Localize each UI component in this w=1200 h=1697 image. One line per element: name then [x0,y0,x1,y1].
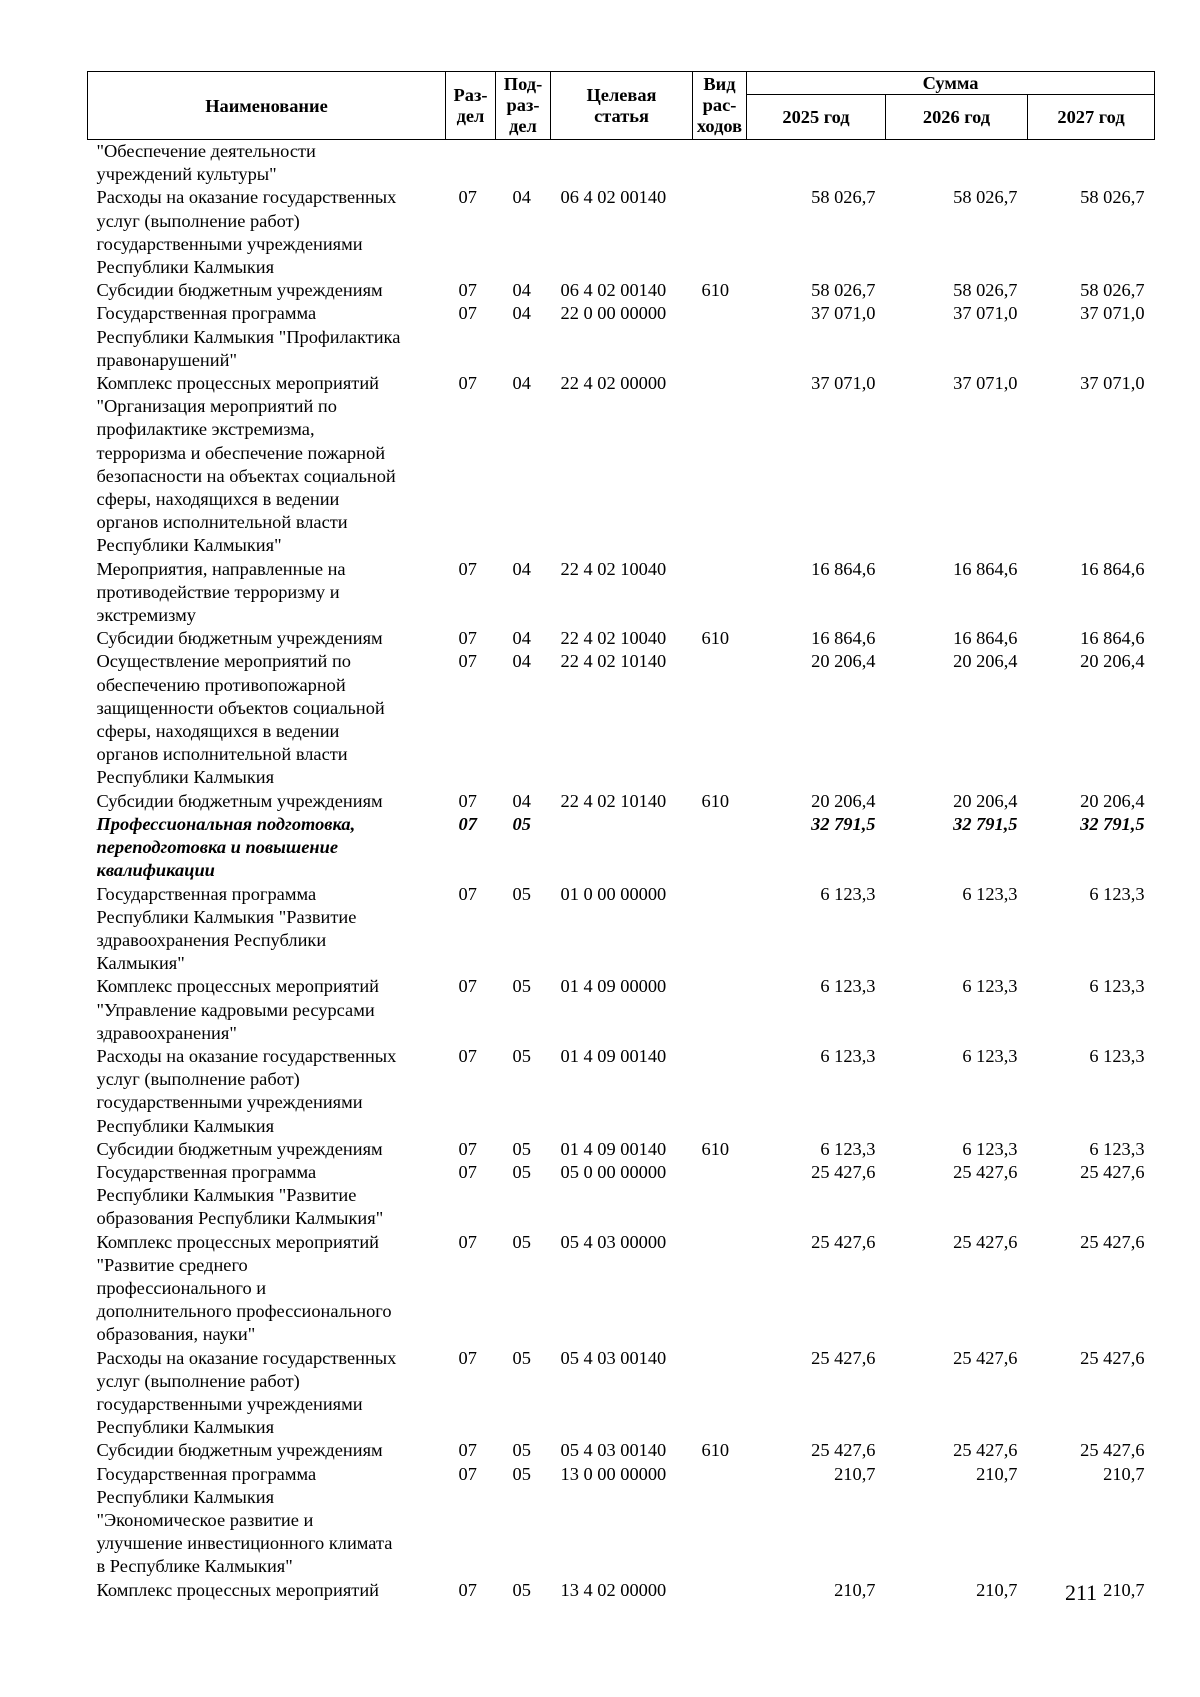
row-vid-raskhodov [693,1045,747,1138]
row-vid-raskhodov [693,186,747,279]
row-name-line: Республики Калмыкия" [96,535,282,556]
row-vid-raskhodov [693,813,747,883]
row-amount-2027: 6 123,3 [1089,976,1145,997]
row-podrazdel: 04 [512,373,531,394]
row-tselevaya-statya: 13 0 00 00000 [560,1463,667,1484]
row-amount-2025: 25 427,6 [811,1231,876,1252]
row-name-line: Государственная программа [96,303,317,324]
row-name-line: квалификации [96,860,215,881]
header-year-2026: 2026 год [886,95,1028,140]
row-name [88,627,446,650]
row-razdel: 07 [458,976,477,997]
row-name-line: переподготовка и повышение [96,837,338,858]
row-name-line: правонарушений" [96,349,237,370]
row-amount-2026: 25 427,6 [953,1161,1018,1182]
row-amount-2026: 37 071,0 [953,373,1018,394]
header-podrazdel-line: раз- [506,95,540,115]
row-name [88,650,446,789]
row-name-line: органов исполнительной власти [96,512,348,533]
row-name-line: Комплекс процессных мероприятий [96,1231,380,1252]
row-amount-2027: 58 026,7 [1080,280,1145,301]
row-amount-2026: 32 791,5 [953,813,1018,834]
row-amount-2027: 6 123,3 [1089,1045,1145,1066]
row-name-line: здравоохранения Республики [96,929,327,950]
row-name-line: Калмыкия" [96,953,185,974]
page-number: 211 [1065,1580,1098,1605]
row-vid-raskhodov [693,1161,747,1231]
row-tselevaya-statya: 22 0 00 00000 [560,303,667,324]
row-podrazdel: 04 [512,558,531,579]
row-razdel: 07 [458,280,477,301]
row-name [88,975,446,1045]
row-tselevaya-statya: 13 4 02 00000 [560,1579,667,1600]
header-podrazdel-line: дел [509,116,537,136]
table-row [88,790,1155,813]
row-vid-raskhodov [693,372,747,558]
row-name [88,1161,446,1231]
row-podrazdel: 05 [512,1440,531,1461]
row-name [88,372,446,558]
row-amount-2027: 58 026,7 [1080,187,1145,208]
row-razdel: 07 [458,1138,477,1159]
row-amount-2025: 25 427,6 [811,1161,876,1182]
row-name-line: Государственная программа [96,1161,317,1182]
row-vid-raskhodov [693,650,747,789]
row-amount-2027: 37 071,0 [1080,373,1145,394]
row-name-line: Комплекс процессных мероприятий [96,1579,380,1600]
row-name-line: "Управление кадровыми ресурсами [96,999,375,1020]
row-name-line: защищенности объектов социальной [96,697,385,718]
row-name-line: Республики Калмыкия "Развитие [96,906,357,927]
row-amount-2027: 20 206,4 [1080,651,1145,672]
header-razdel-line: Раз- [453,84,488,105]
row-amount-2025: 210,7 [834,1579,876,1600]
row-tselevaya-statya: 22 4 02 10140 [560,651,667,672]
row-amount-2026: 25 427,6 [953,1347,1018,1368]
row-amount-2027: 37 071,0 [1080,303,1145,324]
table-row [88,650,1155,789]
row-amount-2026: 25 427,6 [953,1231,1018,1252]
table-row [88,1138,1155,1161]
row-name [88,790,446,813]
table-row [88,1231,1155,1347]
row-podrazdel: 05 [512,1138,531,1159]
row-name [88,279,446,302]
row-tselevaya-statya [551,813,693,883]
header-tselevaya-line: Целевая [586,84,657,105]
row-name-line: профилактике экстремизма, [96,419,315,440]
row-name-line: "Развитие среднего [96,1254,248,1275]
row-amount-2026: 6 123,3 [962,883,1018,904]
row-name-line: услуг (выполнение работ) [96,1069,300,1090]
row-amount-2025: 16 864,6 [811,558,876,579]
header-tselevaya-line: статья [594,105,649,126]
row-name-line: "Обеспечение деятельности [96,141,316,161]
row-amount-2025: 6 123,3 [820,1138,876,1159]
row-amount-2025: 20 206,4 [811,651,876,672]
row-vid-raskhodov [693,883,747,976]
table-row [88,883,1155,976]
table-row [88,1347,1155,1440]
table-row [88,1045,1155,1138]
row-name [88,813,446,883]
row-amount-2027: 16 864,6 [1080,558,1145,579]
row-amount-2026: 25 427,6 [953,1440,1018,1461]
row-name-line: улучшение инвестиционного климата [96,1533,393,1554]
row-name-line: учреждений культуры" [96,164,277,185]
row-name-line: Субсидии бюджетным учреждениям [96,628,383,649]
row-name-line: дополнительного профессионального [96,1301,392,1322]
header-year-2027: 2027 год [1028,95,1155,140]
table-row [88,558,1155,628]
row-amount-2027: 6 123,3 [1089,883,1145,904]
row-amount-2026: 58 026,7 [953,280,1018,301]
row-amount-2026: 16 864,6 [953,628,1018,649]
row-razdel: 07 [458,651,477,672]
header-vid-line: Вид [703,74,736,94]
row-razdel: 07 [458,883,477,904]
table-header [88,72,1155,140]
row-name-line: Расходы на оказание государственных [96,1045,397,1066]
header-podrazdel-line: Под- [503,74,543,94]
row-podrazdel: 05 [512,1579,531,1600]
row-name-line: в Республике Калмыкия" [96,1556,293,1577]
row-name-line: Субсидии бюджетным учреждениям [96,280,383,301]
table-row [88,975,1155,1045]
row-tselevaya-statya: 22 4 02 10040 [560,558,667,579]
row-razdel: 07 [458,1463,477,1484]
row-vid-raskhodov [693,558,747,628]
row-name [88,140,446,187]
row-podrazdel: 05 [512,1231,531,1252]
row-podrazdel [496,140,551,187]
row-vid-raskhodov [693,1347,747,1440]
row-tselevaya-statya: 22 4 02 00000 [560,373,667,394]
row-amount-2026 [886,140,1028,187]
row-vid-raskhodov: 610 [701,790,730,811]
row-amount-2025: 58 026,7 [811,280,876,301]
table-body [88,140,1155,1602]
header-vid-line: ходов [696,116,743,136]
row-amount-2027: 25 427,6 [1080,1347,1145,1368]
row-name-line: "Экономическое развитие и [96,1509,314,1530]
row-name-line: Профессиональная подготовка, [96,813,356,834]
row-tselevaya-statya: 01 0 00 00000 [560,883,667,904]
row-razdel: 07 [458,1440,477,1461]
header-name: Наименование [88,72,446,140]
row-name-line: сферы, находящихся в ведении [96,489,340,510]
row-amount-2025: 210,7 [834,1463,876,1484]
row-amount-2026: 210,7 [976,1463,1018,1484]
row-name-line: Государственная программа [96,1463,317,1484]
table-row [88,1161,1155,1231]
row-name-line: обеспечению противопожарной [96,674,346,695]
row-vid-raskhodov: 610 [701,628,730,649]
row-podrazdel: 05 [512,976,531,997]
table-row [88,186,1155,279]
row-amount-2027: 20 206,4 [1080,790,1145,811]
table-row [88,302,1155,372]
budget-page [87,71,1154,1602]
row-razdel [446,140,496,187]
row-name-line: Республики Калмыкия "Профилактика [96,326,401,347]
row-name [88,1045,446,1138]
row-name-line: Комплекс процессных мероприятий [96,976,380,997]
row-amount-2027: 210,7 [1103,1579,1145,1600]
row-name-line: сферы, находящихся в ведении [96,721,340,742]
row-tselevaya-statya: 05 0 00 00000 [560,1161,667,1182]
row-name-line: экстремизму [96,605,196,626]
row-name-line: Расходы на оказание государственных [96,187,397,208]
row-tselevaya-statya: 06 4 02 00140 [560,187,667,208]
row-razdel: 07 [458,1231,477,1252]
row-vid-raskhodov: 610 [701,1440,730,1461]
row-razdel: 07 [458,373,477,394]
row-amount-2025: 16 864,6 [811,628,876,649]
row-name-line: Мероприятия, направленные на [96,558,346,579]
row-razdel: 07 [458,628,477,649]
row-name [88,302,446,372]
row-name-line: государственными учреждениями [96,1092,363,1113]
row-name-line: образования, науки" [96,1324,256,1345]
row-tselevaya-statya: 01 4 09 00140 [560,1045,667,1066]
row-amount-2025: 25 427,6 [811,1440,876,1461]
row-podrazdel: 05 [512,813,531,834]
row-tselevaya-statya: 22 4 02 10140 [560,790,667,811]
row-name-line: услуг (выполнение работ) [96,210,300,231]
row-name-line: Расходы на оказание государственных [96,1347,397,1368]
row-amount-2026: 6 123,3 [962,976,1018,997]
row-amount-2025: 32 791,5 [811,813,876,834]
row-name [88,1579,446,1602]
table-row [88,1439,1155,1462]
row-vid-raskhodov: 610 [701,280,730,301]
row-name [88,1347,446,1440]
row-amount-2027 [1028,140,1155,187]
row-tselevaya-statya [551,140,693,187]
row-amount-2027: 210,7 [1103,1463,1145,1484]
row-vid-raskhodov [693,302,747,372]
row-tselevaya-statya: 06 4 02 00140 [560,280,667,301]
row-vid-raskhodov [693,1463,747,1579]
table-row [88,813,1155,883]
row-name-line: Республики Калмыкия "Развитие [96,1185,357,1206]
row-tselevaya-statya: 05 4 03 00140 [560,1347,667,1368]
row-tselevaya-statya: 05 4 03 00140 [560,1440,667,1461]
row-amount-2026: 37 071,0 [953,303,1018,324]
row-tselevaya-statya: 05 4 03 00000 [560,1231,667,1252]
row-name-line: Республики Калмыкия [96,767,275,788]
row-podrazdel: 04 [512,628,531,649]
row-podrazdel: 05 [512,883,531,904]
row-razdel: 07 [458,187,477,208]
row-amount-2025 [747,140,886,187]
header-razdel [446,72,496,140]
table-row [88,372,1155,558]
row-podrazdel: 05 [512,1161,531,1182]
row-name [88,1231,446,1347]
row-podrazdel: 05 [512,1045,531,1066]
row-amount-2025: 6 123,3 [820,976,876,997]
row-amount-2027: 25 427,6 [1080,1231,1145,1252]
row-podrazdel: 04 [512,280,531,301]
row-name [88,1439,446,1462]
row-name-line: Субсидии бюджетным учреждениям [96,1138,383,1159]
row-name-line: здравоохранения" [96,1022,237,1043]
header-podrazdel [496,72,551,140]
row-vid-raskhodov [693,975,747,1045]
row-name-line: Субсидии бюджетным учреждениям [96,790,383,811]
row-amount-2025: 25 427,6 [811,1347,876,1368]
table-row [88,1463,1155,1579]
row-podrazdel: 04 [512,187,531,208]
row-amount-2025: 6 123,3 [820,1045,876,1066]
header-summa: Сумма [747,72,1155,95]
row-podrazdel: 04 [512,790,531,811]
row-name-line: терроризма и обеспечение пожарной [96,442,386,463]
row-name-line: Республики Калмыкия [96,1115,275,1136]
row-amount-2026: 20 206,4 [953,651,1018,672]
row-name-line: Республики Калмыкия [96,257,275,278]
row-name-line: Республики Калмыкия [96,1417,275,1438]
row-amount-2027: 25 427,6 [1080,1161,1145,1182]
row-amount-2026: 210,7 [976,1579,1018,1600]
header-razdel-line: дел [456,105,485,126]
header-vid-raskhodov [693,72,747,140]
row-podrazdel: 05 [512,1463,531,1484]
row-name-line: образования Республики Калмыкия" [96,1208,384,1229]
row-name-line: "Организация мероприятий по [96,396,337,417]
row-tselevaya-statya: 01 4 09 00140 [560,1138,667,1159]
row-name-line: Государственная программа [96,883,317,904]
row-name-line: Республики Калмыкия [96,1486,275,1507]
row-amount-2026: 20 206,4 [953,790,1018,811]
row-razdel: 07 [458,1579,477,1600]
row-vid-raskhodov: 610 [701,1138,730,1159]
row-amount-2025: 37 071,0 [811,303,876,324]
row-amount-2026: 6 123,3 [962,1138,1018,1159]
row-name [88,186,446,279]
row-name-line: Осуществление мероприятий по [96,651,351,672]
row-name-line: безопасности на объектах социальной [96,465,396,486]
row-name [88,883,446,976]
row-amount-2025: 37 071,0 [811,373,876,394]
table-row [88,627,1155,650]
row-razdel: 07 [458,1045,477,1066]
row-tselevaya-statya: 22 4 02 10040 [560,628,667,649]
header-tselevaya-statya [551,72,693,140]
budget-table [87,71,1155,1602]
row-tselevaya-statya: 01 4 09 00000 [560,976,667,997]
row-podrazdel: 04 [512,303,531,324]
row-amount-2026: 16 864,6 [953,558,1018,579]
row-vid-raskhodov [693,140,747,187]
row-name-line: государственными учреждениями [96,233,363,254]
row-amount-2025: 58 026,7 [811,187,876,208]
row-vid-raskhodov [693,1579,747,1602]
header-vid-line: рас- [702,95,737,115]
row-name [88,1463,446,1579]
row-amount-2026: 58 026,7 [953,187,1018,208]
row-podrazdel: 04 [512,651,531,672]
row-amount-2027: 16 864,6 [1080,628,1145,649]
row-razdel: 07 [458,813,477,834]
table-row [88,1579,1155,1602]
row-name-line: профессионального и [96,1277,267,1298]
row-amount-2025: 6 123,3 [820,883,876,904]
row-amount-2027: 25 427,6 [1080,1440,1145,1461]
row-name-line: противодействие терроризму и [96,581,340,602]
row-name-line: услуг (выполнение работ) [96,1370,300,1391]
table-row [88,140,1155,187]
row-name-line: государственными учреждениями [96,1393,363,1414]
row-name-line: Субсидии бюджетным учреждениям [96,1440,383,1461]
row-razdel: 07 [458,558,477,579]
row-vid-raskhodov [693,1231,747,1347]
row-name [88,1138,446,1161]
row-razdel: 07 [458,1161,477,1182]
row-name [88,558,446,628]
row-amount-2027: 32 791,5 [1080,813,1145,834]
row-name-line: Комплекс процессных мероприятий [96,373,380,394]
row-razdel: 07 [458,790,477,811]
row-podrazdel: 05 [512,1347,531,1368]
table-row [88,279,1155,302]
row-amount-2026: 6 123,3 [962,1045,1018,1066]
row-amount-2025: 20 206,4 [811,790,876,811]
row-razdel: 07 [458,303,477,324]
row-amount-2027: 6 123,3 [1089,1138,1145,1159]
header-year-2025: 2025 год [747,95,886,140]
row-razdel: 07 [458,1347,477,1368]
row-name-line: органов исполнительной власти [96,744,348,765]
